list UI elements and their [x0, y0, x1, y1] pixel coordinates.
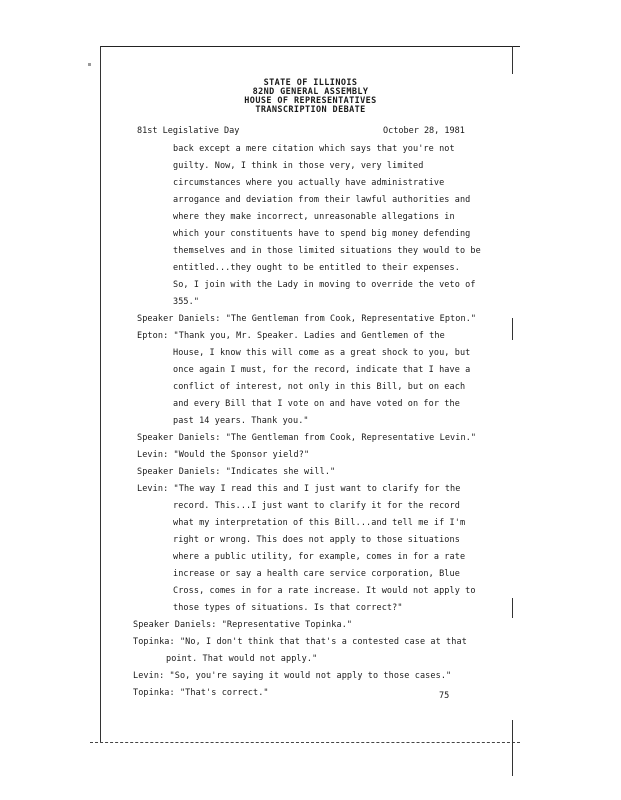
transcript-line: record. This...I just want to clarify it for the record [173, 501, 460, 511]
transcript-line: past 14 years. Thank you." [173, 416, 309, 426]
transcript-line: House, I know this will come as a great shock to you, but [173, 348, 471, 358]
transcript-line: 355." [173, 297, 200, 307]
speaker-line: Speaker Daniels: "Indicates she will." [137, 467, 336, 477]
transcript-line: circumstances where you actually have administrative [173, 178, 445, 188]
header-assembly: 82ND GENERAL ASSEMBLY [252, 87, 369, 97]
document-header [0, 79, 621, 115]
transcript-line: which your constituents have to spend big money defending [173, 229, 471, 239]
header-state: STATE OF ILLINOIS [263, 78, 358, 88]
legislative-day: 81st Legislative Day [137, 126, 240, 136]
transcript-line: where a public utility, for example, comes in for a rate [173, 552, 466, 562]
header-house: HOUSE OF REPRESENTATIVES [244, 96, 377, 106]
speaker-line: Topinka: "No, I don't think that that's a contested case at that [133, 637, 467, 647]
page-border-bottom [90, 742, 520, 743]
session-date: October 28, 1981 [383, 126, 465, 136]
transcript-line: point. That would not apply." [166, 654, 318, 664]
speaker-line: Speaker Daniels: "The Gentleman from Cook, Representative Levin." [137, 433, 477, 443]
speaker-line: Speaker Daniels: "Representative Topinka." [133, 620, 353, 630]
scan-speck [88, 63, 91, 66]
transcript-line: themselves and in those limited situations they would to be [173, 246, 481, 256]
transcript-line: once again I must, for the record, indicate that I have a [173, 365, 471, 375]
transcript-line: those types of situations. Is that correct?" [173, 603, 403, 613]
speaker-line: Topinka: "That's correct." [133, 688, 269, 698]
page-border-top [100, 46, 520, 47]
scan-mark [512, 46, 513, 74]
transcript-line: conflict of interest, not only in this Bill, but on each [173, 382, 466, 392]
transcript-line: right or wrong. This does not apply to those situations [173, 535, 460, 545]
transcript-line: arrogance and deviation from their lawful authorities and [173, 195, 471, 205]
transcript-line: increase or say a health care service corporation, Blue [173, 569, 460, 579]
page-border-left [100, 46, 101, 742]
transcript-line: and every Bill that I vote on and have voted on for the [173, 399, 460, 409]
transcript-line: where they make incorrect, unreasonable allegations in [173, 212, 455, 222]
transcript-line: what my interpretation of this Bill...and tell me if I'm [173, 518, 466, 528]
speaker-line: Levin: "Would the Sponsor yield?" [137, 450, 310, 460]
page-number: 75 [439, 691, 450, 701]
speaker-line: Levin: "The way I read this and I just want to clarify for the [137, 484, 461, 494]
speaker-line: Levin: "So, you're saying it would not apply to those cases." [133, 671, 452, 681]
transcript-line: So, I join with the Lady in moving to override the veto of [173, 280, 476, 290]
speaker-line: Speaker Daniels: "The Gentleman from Cook, Representative Epton." [137, 314, 477, 324]
scan-mark [512, 598, 513, 618]
transcript-line: Cross, comes in for a rate increase. It would not apply to [173, 586, 476, 596]
scan-mark [512, 318, 513, 340]
speaker-line: Epton: "Thank you, Mr. Speaker. Ladies and Gentlemen of the [137, 331, 445, 341]
transcript-line: entitled...they ought to be entitled to their expenses. [173, 263, 460, 273]
transcript-line: guilty. Now, I think in those very, very limited [173, 161, 424, 171]
transcript-line: back except a mere citation which says that you're not [173, 144, 455, 154]
header-debate: TRANSCRIPTION DEBATE [255, 105, 366, 115]
scan-mark [512, 720, 513, 776]
